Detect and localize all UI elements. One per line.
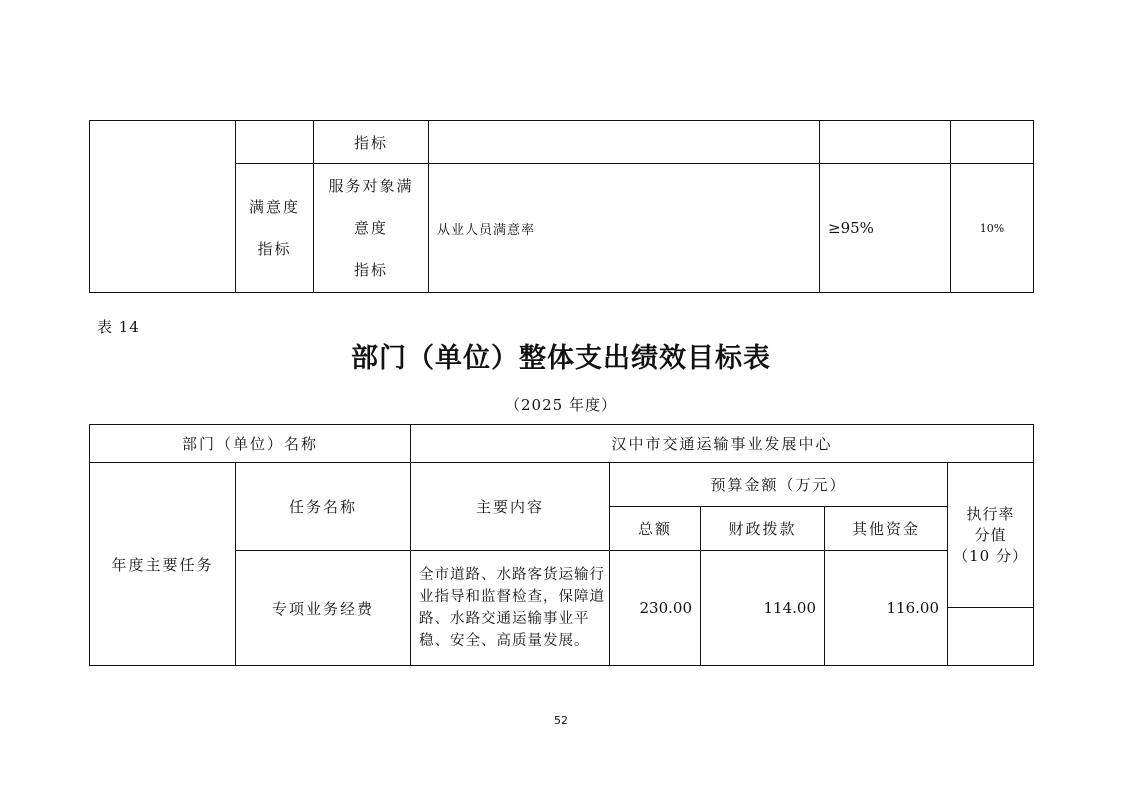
indicator-target-cell [820,121,951,164]
indicator-table-continued [89,120,1034,293]
total-value-cell: 230.00 [610,551,701,666]
first-level-cell [90,121,236,293]
score-header [948,463,1034,608]
sub-indicator-line: 意度 [353,219,388,237]
third-level-cell: 指标 [314,121,429,164]
score-header-line: 分值 [974,525,1007,544]
dept-value-cell: 汉中市交通运输事业发展中心 [411,425,1034,463]
task-name-header: 任务名称 [236,463,411,551]
sub-indicator-line: 服务对象满 [328,177,414,195]
other-header: 其他资金 [825,507,948,551]
second-level-cell [236,164,314,293]
category-line: 指标 [257,240,292,258]
fiscal-value-cell: 114.00 [701,551,825,666]
other-value-cell: 116.00 [825,551,948,666]
score-header-line: （10 分） [953,546,1028,565]
task-content-cell: 全市道路、水路客货运输行业指导和监督检查，保障道路、水路交通运输事业平稳、安全、高质量发展。 [411,551,610,666]
budget-header: 预算金额（万元） [610,463,948,507]
year-subtitle: （2025 年度） [505,396,617,414]
task-name-cell: 专项业务经费 [236,551,411,666]
table-row [90,463,1034,507]
table-row [90,121,1034,164]
content-header: 主要内容 [411,463,610,551]
indicator-weight-cell [951,121,1034,164]
indicator-content-cell: 从业人员满意率 [429,164,820,293]
table-label: 表 14 [97,318,140,336]
page-title: 部门（单位）整体支出绩效目标表 [351,343,771,374]
third-level-cell [314,164,429,293]
second-level-cell [236,121,314,164]
fiscal-header: 财政拨款 [701,507,825,551]
table-row [90,425,1034,463]
score-header-line: 执行率 [966,504,1015,523]
performance-target-table [89,424,1034,666]
annual-tasks-label-cell: 年度主要任务 [90,463,236,666]
indicator-content-cell [429,121,820,164]
category-line: 满意度 [248,198,300,216]
dept-label-cell: 部门（单位）名称 [90,425,411,463]
sub-indicator-line: 指标 [353,261,388,279]
score-value-cell [948,608,1034,666]
total-header: 总额 [610,507,701,551]
page-number: 52 [554,714,568,727]
indicator-weight-cell: 10% [951,164,1034,293]
indicator-target-cell: ≥95% [820,164,951,293]
